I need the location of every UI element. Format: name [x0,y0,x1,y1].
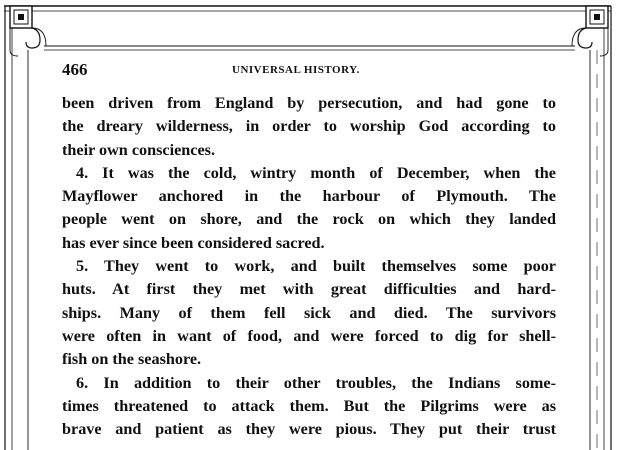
paragraph-start-line: 6. In addition to their other troubles, the Indians some- [76,373,556,392]
corner-ornament-left-icon [10,6,46,56]
text-line: times threatened to attack them. But the Pilgrims were as [62,396,556,415]
body-text [62,92,556,441]
text-line: ships. Many of them fell sick and died. The survivors [62,303,556,322]
text-line: people went on shore, and the rock on which they landed [62,210,556,229]
page-number: 466 [62,60,88,79]
text-line: huts. At first they met with great difficulties and hard- [62,280,556,299]
paragraph-start-line: 4. It was the cold, wintry month of December, when the [76,163,556,182]
text-line: their own consciences. [62,140,216,159]
text-line: the dreary wilderness, in order to worship God according to [62,117,556,136]
paragraph-start-line: 5. They went to work, and built themselves some poor [76,257,556,276]
running-head: UNIVERSAL HISTORY. [232,64,360,76]
text-line: fish on the seashore. [62,350,202,369]
text-line: Mayflower anchored in the harbour of Plymouth. The [62,187,556,206]
text-line: brave and patient as they were pious. They put their trust [62,420,556,439]
page-header [62,60,556,82]
text-line: has ever since been considered sacred. [62,233,325,252]
text-line: been driven from England by persecution, and had gone to [62,94,556,112]
text-line: were often in want of food, and were forced to dig for shell- [62,326,556,345]
corner-ornament-right-icon [572,6,608,56]
